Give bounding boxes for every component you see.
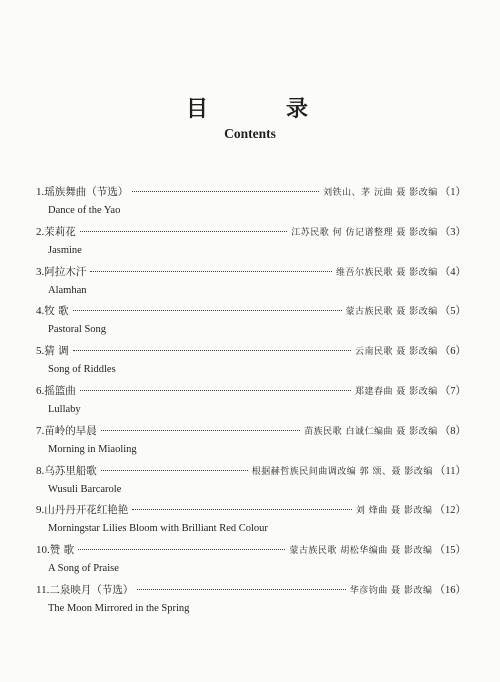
toc-entry-page-number: （12） (434, 505, 466, 517)
dot-leader (90, 271, 332, 272)
toc-entry-english-title: Song of Riddles (48, 364, 116, 376)
toc-entry[interactable] (36, 224, 466, 264)
dot-leader (80, 231, 288, 232)
toc-entry-credit: 云南民歌 聂 影改编 (355, 347, 438, 358)
toc-entry-credit: 华彦钧曲 聂 影改编 (349, 585, 433, 596)
dot-leader (101, 470, 248, 471)
toc-entry-chinese-title: 山丹丹开花红艳艳 (44, 504, 129, 517)
toc-entry[interactable] (36, 463, 466, 503)
toc-entry-line (36, 582, 466, 598)
toc-entry[interactable] (36, 343, 466, 383)
toc-entry-credit: 江苏民歌 何 仿记谱整理 聂 影改编 (291, 227, 438, 238)
toc-entry-page-number: （5） (439, 306, 466, 318)
toc-entry-chinese-title: 摇篮曲 (44, 384, 76, 397)
toc-entry-line (36, 423, 466, 439)
toc-entry-line (36, 224, 466, 240)
toc-entry[interactable] (36, 264, 466, 304)
toc-entry-number: 5. (36, 345, 45, 358)
toc-entry-page-number: （4） (439, 266, 466, 278)
toc-entry-credit: 维吾尔族民歌 聂 影改编 (336, 267, 438, 278)
toc-entry-english-title: Pastoral Song (48, 324, 107, 336)
toc-entry-credit: 刘铁山、茅 沅曲 聂 影改编 (323, 188, 438, 198)
toc-entry-page-number: （11） (434, 465, 466, 477)
toc-entry-credit: 郑建春曲 聂 影改编 (355, 386, 438, 397)
toc-entry-number: 1. (36, 186, 45, 198)
toc-entry-line (36, 343, 466, 359)
toc-entry-page-number: （7） (439, 385, 466, 397)
toc-entry-number: 9. (36, 504, 45, 517)
toc-entry[interactable] (36, 582, 466, 622)
toc-entry-line (36, 542, 466, 558)
toc-entry-english-title: Dance of the Yao (48, 205, 121, 216)
toc-entry-page-number: （8） (439, 425, 466, 437)
toc-entry-english-title: Jasmine (48, 244, 82, 256)
toc-entry-line (36, 264, 466, 280)
toc-entry-line (36, 303, 466, 319)
toc-entry-number: 7. (36, 424, 45, 437)
toc-entry-credit: 蒙古族民歌 胡松华编曲 聂 影改编 (289, 546, 433, 557)
page-title-chinese (0, 95, 500, 125)
toc-entry-chinese-title: 赞 歌 (49, 544, 75, 557)
toc-entry-number: 6. (36, 384, 45, 397)
toc-entry-credit: 刘 烽曲 聂 影改编 (355, 506, 433, 517)
toc-entry-english-title: The Moon Mirrored in the Spring (48, 602, 190, 614)
toc-entry[interactable] (36, 303, 466, 343)
toc-entry-page-number: （1） (439, 187, 466, 198)
toc-entry[interactable] (36, 502, 466, 542)
toc-entry-line (36, 463, 466, 479)
toc-entry-chinese-title: 乌苏里船歌 (44, 464, 97, 477)
toc-entry[interactable] (36, 542, 466, 582)
toc-entry-chinese-title: 牧 歌 (44, 305, 69, 318)
toc-entry-number: 2. (36, 225, 45, 238)
toc-entry-chinese-title: 瑶族舞曲（节选） (44, 186, 129, 198)
toc-entry-chinese-title: 猜 调 (44, 345, 69, 358)
dot-leader (78, 549, 285, 550)
toc-entry-number: 10. (36, 544, 50, 557)
toc-entry-credit: 根据赫哲族民间曲调改编 郭 颂、聂 影改编 (251, 466, 433, 477)
toc-entry-credit: 苗族民歌 白诚仁编曲 聂 影改编 (304, 426, 438, 437)
title-char-1: 目 (186, 96, 209, 122)
toc-entry-english-title: A Song of Praise (48, 563, 119, 575)
toc-entry-english-title: Alamhan (48, 284, 87, 296)
table-of-contents (36, 184, 466, 622)
toc-entry-chinese-title: 茉莉花 (44, 225, 76, 238)
toc-entry-english-title: Wusuli Barcarole (48, 483, 122, 495)
toc-entry[interactable] (36, 423, 466, 463)
toc-entry-line (36, 383, 466, 399)
toc-entry-page-number: （3） (439, 226, 466, 238)
toc-entry-line (36, 184, 466, 200)
toc-entry-page-number: （16） (434, 584, 466, 596)
toc-entry-chinese-title: 二泉映月（节选） (49, 583, 134, 596)
title-char-2: 录 (286, 96, 309, 122)
toc-entry-english-title: Lullaby (48, 403, 81, 415)
dot-leader (80, 390, 351, 391)
dot-leader (132, 191, 319, 192)
dot-leader (73, 350, 351, 351)
toc-entry-page-number: （15） (434, 545, 466, 557)
dot-leader (137, 589, 345, 590)
page-title-english: Contents (224, 126, 276, 141)
toc-entry-english-title: Morningstar Lilies Bloom with Brilliant Red Colour (48, 523, 268, 535)
toc-entry-page-number: （6） (439, 346, 466, 358)
toc-entry[interactable] (36, 184, 466, 224)
dot-leader (73, 310, 342, 311)
toc-entry-chinese-title: 苗岭的早晨 (44, 424, 97, 437)
toc-entry-number: 8. (36, 464, 45, 477)
toc-entry-credit: 蒙古族民歌 聂 影改编 (345, 307, 438, 318)
toc-entry-line (36, 502, 466, 518)
toc-entry-english-title: Morning in Miaoling (48, 443, 137, 455)
toc-entry[interactable] (36, 383, 466, 423)
toc-entry-number: 4. (36, 305, 45, 318)
dot-leader (101, 430, 300, 431)
toc-entry-chinese-title: 阿拉木汗 (44, 265, 87, 278)
dot-leader (132, 509, 352, 510)
toc-entry-number: 11. (36, 583, 50, 596)
toc-entry-number: 3. (36, 265, 45, 278)
